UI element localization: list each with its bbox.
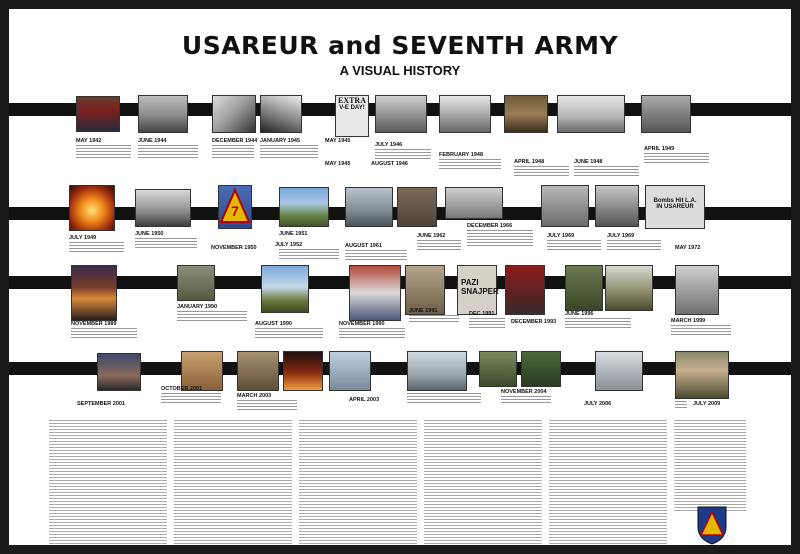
timeline-date: APRIL 1948 xyxy=(514,159,545,165)
caption xyxy=(177,311,247,321)
photo-church-lights xyxy=(71,265,117,321)
caption xyxy=(69,242,124,254)
timeline-date: AUGUST 1961 xyxy=(345,243,382,249)
photo-paratroopers xyxy=(407,351,467,391)
timeline-date: JUNE 1951 xyxy=(279,231,308,237)
poster-title: USAREUR and SEVENTH ARMY xyxy=(181,31,619,60)
caption xyxy=(644,153,709,165)
photo-ceremony xyxy=(541,185,589,227)
timeline-date: JUNE 1962 xyxy=(417,233,446,239)
caption xyxy=(138,145,198,159)
timeline-date: FEBRUARY 1948 xyxy=(439,152,484,158)
photo-berlin-wall xyxy=(445,187,503,219)
timeline-date: NOVEMBER 1989 xyxy=(71,321,117,327)
caption xyxy=(565,318,631,328)
photo-lineup xyxy=(375,95,427,133)
photo-crowd xyxy=(397,187,437,227)
timeline-date: MARCH 2003 xyxy=(237,393,272,399)
timeline-date: NOVEMBER 2004 xyxy=(501,389,547,395)
timeline-date: DECEMBER 1993 xyxy=(511,319,557,325)
patch-number: 7 xyxy=(231,203,239,219)
caption xyxy=(467,230,533,246)
caption xyxy=(409,315,459,323)
photo-bomb-sign xyxy=(645,185,705,229)
caption xyxy=(237,400,297,410)
caption xyxy=(339,328,405,338)
newspaper-subheadline: V-E DAY! xyxy=(339,105,365,111)
caption xyxy=(161,393,221,403)
timeline-date: MAY 1945 xyxy=(325,161,351,167)
timeline-date: JUNE 1944 xyxy=(138,138,167,144)
timeline-date: JULY 1952 xyxy=(275,242,303,248)
photo-ceremony-formation xyxy=(479,351,517,387)
photo-officials xyxy=(505,265,545,315)
timeline-date: DECEMBER 1944 xyxy=(212,138,258,144)
seventh-army-emblem-icon xyxy=(695,505,729,545)
timeline-date: NOVEMBER 1990 xyxy=(339,321,385,327)
photo-aircraft xyxy=(595,351,643,391)
caption xyxy=(469,318,505,328)
photo-armored-vehicles xyxy=(605,265,653,311)
caption xyxy=(675,401,687,409)
caption xyxy=(417,240,461,250)
photo-newspaper-extra xyxy=(335,95,369,137)
photo-night-fire xyxy=(283,351,323,391)
photo-explosion xyxy=(69,185,115,231)
history-text-column xyxy=(49,420,167,544)
caption xyxy=(76,145,131,159)
history-text-column xyxy=(424,420,542,544)
caption xyxy=(547,240,601,252)
caption xyxy=(135,238,197,250)
caption xyxy=(501,396,551,404)
timeline-date: JUNE 1948 xyxy=(574,159,603,165)
caption xyxy=(574,166,639,178)
timeline-date: NOVEMBER 1950 xyxy=(211,245,257,251)
timeline-date: APRIL 1949 xyxy=(644,146,675,152)
photo-soldiers-snow xyxy=(260,95,302,133)
timeline-date: AUGUST 1946 xyxy=(371,161,408,167)
timeline-date: JUNE 1996 xyxy=(565,311,594,317)
sign-subheadline: IN USAREUR xyxy=(656,204,694,210)
caption xyxy=(71,328,137,338)
photo-memorial-flag xyxy=(97,353,141,391)
caption xyxy=(407,393,481,403)
timeline-date: SEPTEMBER 2001 xyxy=(77,401,125,407)
photo-helicopter xyxy=(595,185,639,227)
newspaper-headline: EXTRA xyxy=(337,96,366,105)
timeline-date: JULY 2009 xyxy=(693,401,721,407)
photo-battle-bulge xyxy=(212,95,256,133)
caption xyxy=(514,166,569,178)
photo-roosevelt xyxy=(76,96,120,132)
poster-subtitle: A VISUAL HISTORY xyxy=(339,63,461,78)
photo-soldier-portrait xyxy=(565,265,603,311)
timeline-date: MAY 1945 xyxy=(325,138,351,144)
photo-soldier-flag xyxy=(521,351,561,387)
caption xyxy=(212,145,254,159)
photo-convoy xyxy=(135,189,191,227)
caption xyxy=(260,145,318,159)
timeline-date: JUNE 1950 xyxy=(135,231,164,237)
timeline-date: JUNE 1991 xyxy=(409,308,438,314)
photo-flag-ceremony xyxy=(349,265,401,321)
poster xyxy=(9,9,791,545)
history-text-column xyxy=(549,420,667,544)
photo-road-convoy xyxy=(675,265,719,315)
caption xyxy=(607,240,661,252)
timeline-date: JULY 1969 xyxy=(607,233,635,239)
timeline-date: APRIL 2003 xyxy=(349,397,380,403)
history-text-column xyxy=(174,420,292,544)
photo-troops-march xyxy=(177,265,215,301)
photo-tanks-desert xyxy=(261,265,309,313)
timeline-date: AUGUST 1990 xyxy=(255,321,292,327)
photo-airlift-plane xyxy=(557,95,625,133)
caption xyxy=(279,249,339,259)
photo-graffiti-wall xyxy=(457,265,497,315)
photo-normandy-landing xyxy=(138,95,188,133)
timeline-date: MARCH 1999 xyxy=(671,318,706,324)
photo-soldiers-field xyxy=(279,187,329,227)
timeline-date: JULY 2006 xyxy=(584,401,612,407)
timeline-date: MAY 1972 xyxy=(675,245,701,251)
timeline-date: DECEMBER 1966 xyxy=(467,223,513,229)
patch-badge-icon xyxy=(219,186,251,228)
photo-soldiers-group xyxy=(675,351,729,399)
photo-tank-wall xyxy=(345,187,393,227)
history-text-column xyxy=(674,420,746,512)
timeline-date: MAY 1942 xyxy=(76,138,102,144)
timeline-date: JANUARY 1945 xyxy=(260,138,301,144)
timeline-date: JANUARY 1990 xyxy=(177,304,218,310)
photo-sandstorm xyxy=(181,351,223,391)
timeline-date: JULY 1949 xyxy=(69,235,97,241)
history-text-column xyxy=(299,420,417,544)
photo-family xyxy=(504,95,548,133)
caption xyxy=(375,149,431,159)
photo-headquarters xyxy=(641,95,691,133)
caption xyxy=(255,328,323,338)
caption xyxy=(671,325,731,335)
timeline-date: OCTOBER 2001 xyxy=(161,386,203,392)
graffiti-text: PAZI SNAJPER xyxy=(461,278,499,296)
photo-building xyxy=(439,95,491,133)
photo-flight xyxy=(329,351,371,391)
sign-headline: Bombs Hit L.A. xyxy=(653,198,697,204)
caption xyxy=(439,159,501,169)
timeline-date: DEC 1991 xyxy=(469,311,495,317)
photo-formation xyxy=(237,351,279,391)
timeline-date: JULY 1946 xyxy=(375,142,403,148)
photo-seventh-army-patch xyxy=(218,185,252,229)
caption xyxy=(345,250,407,260)
timeline-date: JULY 1969 xyxy=(547,233,575,239)
